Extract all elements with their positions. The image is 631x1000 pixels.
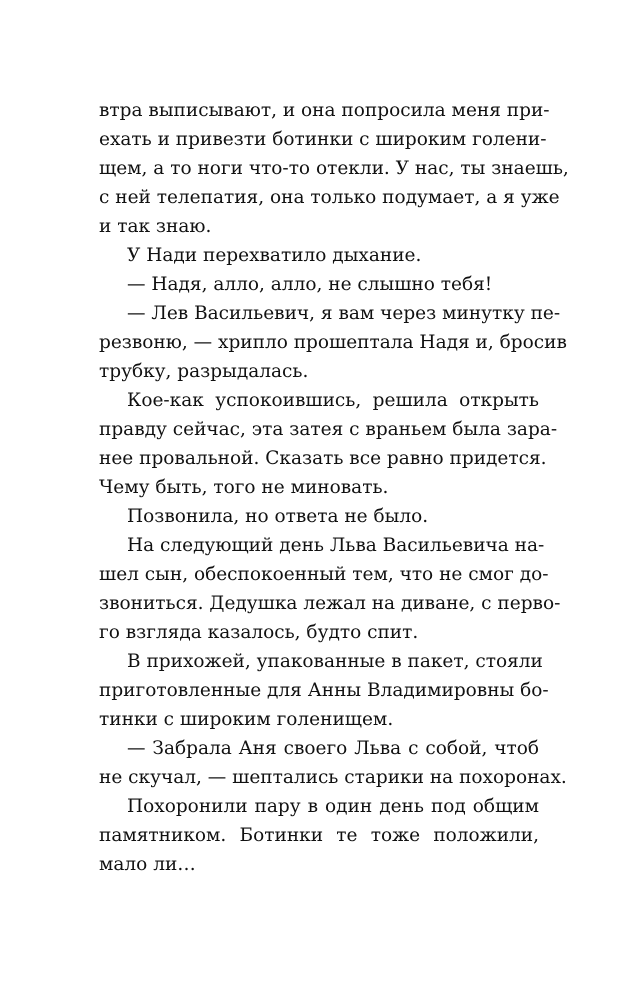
text-line: памятником. Ботинки те тоже положили, — [99, 825, 539, 846]
text-line: В прихожей, упакованные в пакет, стояли — [127, 651, 543, 672]
text-line: — Надя, алло, алло, не слышно тебя! — [127, 274, 493, 295]
text-line: ехать и привезти ботинки с широким голени- — [99, 129, 547, 150]
paragraph — [99, 241, 539, 270]
paragraph — [99, 647, 549, 734]
text-line: — Забрала Аня своего Льва с собой, чтоб — [127, 738, 539, 759]
paragraph — [99, 270, 539, 299]
text-line: втра выписывают, и она попросила меня при- — [99, 100, 550, 121]
text-line: и так знаю. — [99, 216, 212, 237]
text-line: трубку, разрыдалась. — [99, 361, 309, 382]
text-line: мало ли… — [99, 854, 196, 875]
text-line: не скучал, — шептались старики на похоронах. — [99, 767, 567, 788]
text-line: — Лев Васильевич, я вам через минутку пе- — [127, 303, 561, 324]
paragraph — [99, 96, 569, 241]
paragraph — [99, 792, 539, 879]
text-line: правду сейчас, эта затея с враньем была зара- — [99, 419, 558, 440]
text-line: звониться. Дедушка лежал на диване, с перво- — [99, 593, 561, 614]
text-line: приготовленные для Анны Владимировны бо- — [99, 680, 549, 701]
text-line: нее провальной. Сказать все равно придется. — [99, 448, 547, 469]
text-line: У Нади перехватило дыхание. — [127, 245, 422, 266]
body-text — [99, 96, 569, 879]
text-line: щем, а то ноги что-то отекли. У нас, ты знаешь, — [99, 158, 569, 179]
text-line: На следующий день Льва Васильевича на- — [127, 535, 545, 556]
text-line: тинки с широким голенищем. — [99, 709, 394, 730]
paragraph — [99, 734, 567, 792]
text-line: Чему быть, того не миновать. — [99, 477, 389, 498]
paragraph — [99, 386, 558, 502]
paragraph — [99, 502, 539, 531]
text-line: Похоронили пару в один день под общим — [127, 796, 539, 817]
text-line: с ней телепатия, она только подумает, а я уже — [99, 187, 560, 208]
text-line: го взгляда казалось, будто спит. — [99, 622, 419, 643]
text-line: резвоню, — хрипло прошептала Надя и, бросив — [99, 332, 567, 353]
text-line: Кое-как успокоившись, решила открыть — [127, 390, 539, 411]
text-line: шел сын, обеспокоенный тем, что не смог до- — [99, 564, 549, 585]
text-line: Позвонила, но ответа не было. — [127, 506, 429, 527]
paragraph — [99, 531, 561, 647]
paragraph — [99, 299, 567, 386]
